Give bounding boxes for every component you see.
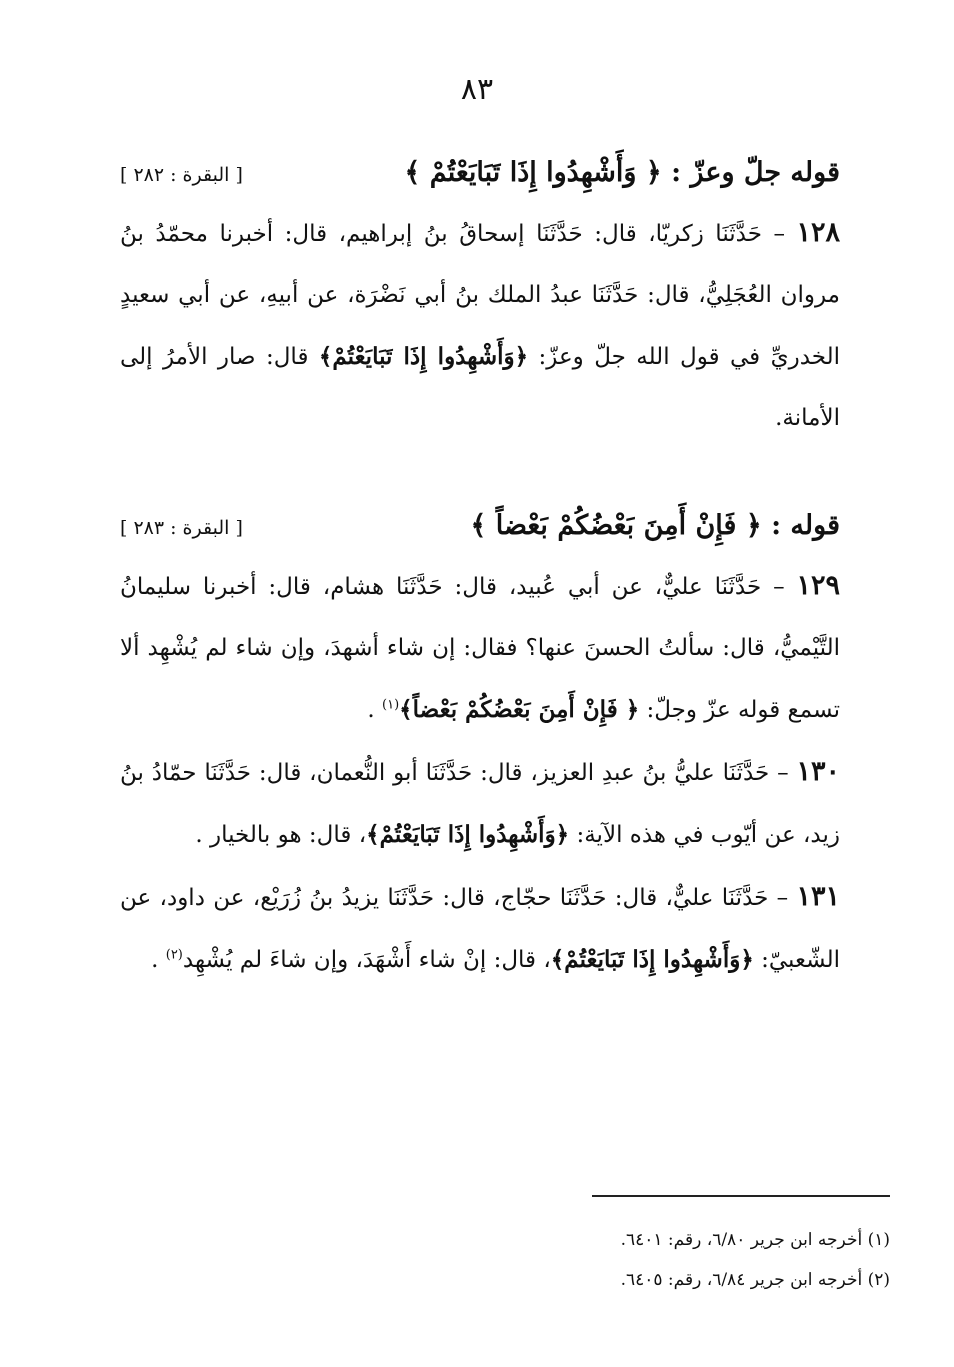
hadith-128 (120, 202, 840, 449)
section-heading-2 (120, 497, 840, 555)
hadith-text: – حَدَّثَنَا عليُّ بنُ عبدِ العزيز، قال: حَدَّثَنَا أبو النُّعمان، قال: حَدَّثَنَا حمّادُ بنُ زيد، عن أيّوب في هذه الآية: (120, 760, 840, 848)
heading-title: قوله : ﴿ فَإِنْ أَمِنَ بَعْضُكُمْ بَعْضاً ﴾ (470, 510, 840, 541)
hadith-text: – حَدَّثَنَا زكريّا، قال: حَدَّثَنَا إسحاقُ بنُ إبراهيم، قال: أخبرنا محمّدُ بنُ مروان العُجَلِيُّ، قال: حَدَّثَنَا عبدُ الملك بنُ أبي نَضْرَة، عن أبيهِ، عن أبي سعيدٍ الخدريِّ في قول الله جلّ وعزّ: (120, 221, 841, 370)
hadith-number: ١٣٠ (796, 756, 840, 787)
hadith-text-end: . (151, 947, 166, 973)
footnote-marker: (١) (382, 697, 400, 713)
heading-title: قوله جلّ وعزّ : ﴿ وَأَشْهِدُوا إِذَا تَبَايَعْتُمْ ﴾ (404, 157, 840, 188)
hadith-131 (120, 866, 840, 991)
hadith-number: ١٢٨ (796, 217, 840, 248)
hadith-text-cont: ، قال: إنْ شاء أَشْهَدَ، وإن شاءَ لم يُشْهِد (182, 947, 551, 973)
quran-quote: ﴿وَأَشْهِدُوا إِذَا تَبَايَعْتُمْ﴾ (366, 821, 570, 848)
hadith-130 (120, 741, 840, 866)
footnote-2: (٢) أخرجه ابن جرير ٦/٨٤، رقم: ٦٤٠٥. (620, 1270, 890, 1290)
section-spacer (120, 449, 840, 497)
footnotes (480, 1220, 890, 1300)
footnote-divider (592, 1195, 890, 1197)
hadith-number: ١٣١ (796, 881, 840, 912)
footnote-marker: (٢) (165, 947, 183, 963)
section-heading-1 (120, 144, 840, 202)
hadith-text: – حَدَّثَنَا عليٌّ، قال: حَدَّثَنَا حجّاج، قال: حَدَّثَنَا يزيدُ بنُ زُرَيْع، عن داود، عن الشّعبيّ: (120, 885, 840, 973)
page-body (120, 144, 840, 991)
quran-quote: ﴿وَأَشْهِدُوا إِذَا تَبَايَعْتُمْ﴾ (318, 343, 529, 370)
quran-quote: ﴿وَأَشْهِدُوا إِذَا تَبَايَعْتُمْ﴾ (550, 946, 754, 973)
hadith-text-end: ، قال: هو بالخيار . (195, 822, 367, 848)
hadith-text-end: قال: صار الأمرُ إلى الأمانة. (120, 344, 840, 431)
page-number: ٨٣ (460, 72, 494, 107)
footnote-1: (١) أخرجه ابن جرير ٦/٨٠، رقم: ٦٤٠١. (620, 1230, 890, 1250)
hadith-text: – حَدَّثَنَا عليٌّ، عن أبي عُبيد، قال: حَدَّثَنَا هشام، قال: أخبرنا سليمانُ التَّيْميُّ، قال: سألتُ الحسنَ عنها؟ فقال: إن شاء أشهدَ، وإن شاء لم يُشْهِد ألا تسمع قوله عزّ وجلّ: (120, 574, 840, 723)
verse-reference: [ البقرة : ٢٨٣ ] (120, 517, 243, 539)
quran-quote: ﴿ فَإِنْ أَمِنَ بَعْضُكُمْ بَعْضاً﴾ (399, 696, 640, 723)
hadith-number: ١٢٩ (796, 570, 840, 601)
verse-reference: [ البقرة : ٢٨٢ ] (120, 164, 243, 186)
hadith-text-end: . (367, 697, 383, 723)
hadith-129 (120, 555, 840, 741)
